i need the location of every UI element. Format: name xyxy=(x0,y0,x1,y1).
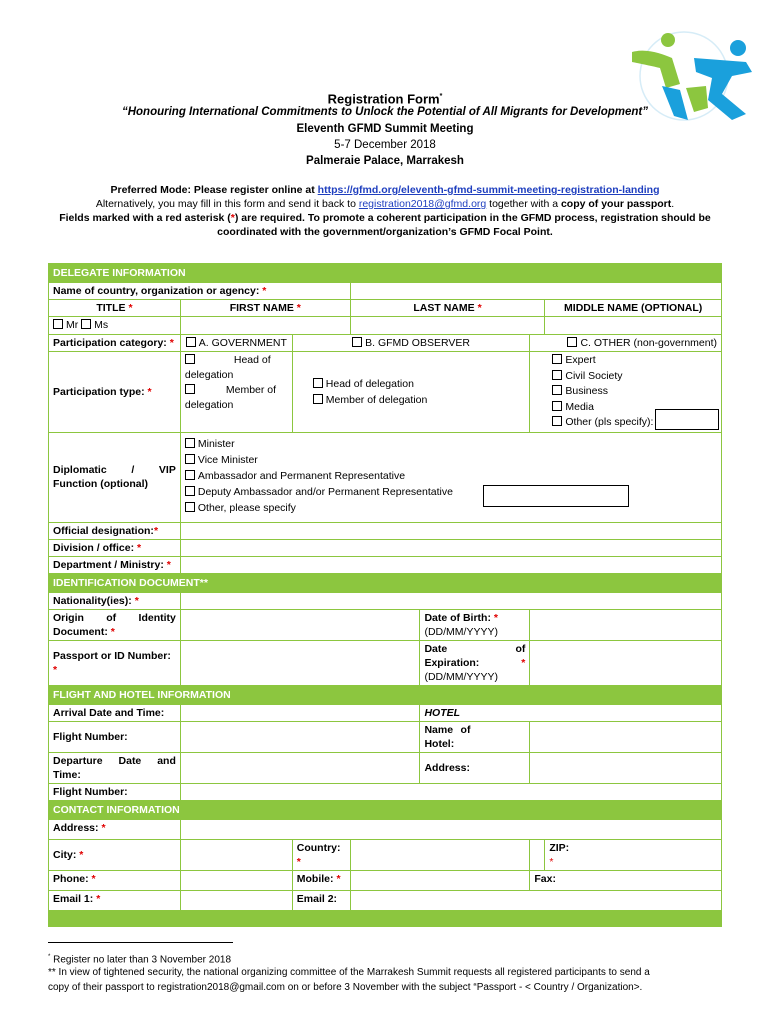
address-label: Address: * xyxy=(49,819,181,839)
official-designation-label: Official designation:* xyxy=(49,522,181,539)
type-c-expert[interactable]: Expert xyxy=(552,353,717,369)
flight-section-header: FLIGHT AND HOTEL INFORMATION xyxy=(49,685,722,704)
flight-number-2-field[interactable] xyxy=(180,783,721,800)
department-label: Department / Ministry: * xyxy=(49,556,181,573)
identification-section-header: IDENTIFICATION DOCUMENT** xyxy=(49,573,722,592)
vip-other-field[interactable] xyxy=(483,485,629,507)
registration-form-table xyxy=(48,263,722,927)
category-c-option[interactable]: C. OTHER (non-government) xyxy=(530,335,722,352)
address-field[interactable] xyxy=(180,819,721,839)
first-name-field[interactable] xyxy=(180,317,350,335)
hotel-heading: HOTEL xyxy=(420,704,722,721)
country-label: Name of country, organization or agency: * xyxy=(49,283,351,300)
hotel-address-label: Address: xyxy=(420,752,530,783)
middle-name-label: MIDDLE NAME (OPTIONAL) xyxy=(545,300,722,317)
nationality-field[interactable] xyxy=(180,592,721,609)
email1-field[interactable] xyxy=(180,890,292,910)
required-note: Fields marked with a red asterisk (*) are required. To promote a coherent participation in the GFMD process, registration should be xyxy=(59,212,711,224)
type-c-options xyxy=(530,352,722,433)
departure-field[interactable] xyxy=(180,752,420,783)
category-b-option[interactable]: B. GFMD OBSERVER xyxy=(292,335,530,352)
expiration-label: Date of Expiration: * (DD/MM/YYYY) xyxy=(420,640,530,685)
city-field[interactable] xyxy=(180,839,292,870)
ms-checkbox[interactable] xyxy=(81,319,91,329)
origin-field[interactable] xyxy=(180,609,420,640)
division-field[interactable] xyxy=(180,539,721,556)
mr-checkbox[interactable] xyxy=(53,319,63,329)
division-label: Division / office: * xyxy=(49,539,181,556)
footnote-2-line2: copy of their passport to registration2018@gmail.com on or before 3 November with the subject “Passport - < Country / Organization>. xyxy=(48,982,643,993)
form-footer-bar xyxy=(49,910,722,926)
event-dates: 5-7 December 2018 xyxy=(334,139,436,151)
zip-label xyxy=(530,839,545,870)
expiration-field[interactable] xyxy=(530,640,722,685)
vip-minister[interactable]: Minister xyxy=(185,436,717,452)
mobile-label: Mobile: * xyxy=(292,870,350,890)
phone-label: Phone: * xyxy=(49,870,181,890)
nationality-label: Nationality(ies): * xyxy=(49,592,181,609)
official-designation-field[interactable] xyxy=(180,522,721,539)
hotel-name-field[interactable] xyxy=(530,721,722,752)
participation-type-label: Participation type: * xyxy=(49,352,181,433)
departure-label: Departure Date and Time: xyxy=(49,752,181,783)
origin-label: Origin of Identity Document: * xyxy=(49,609,181,640)
hotel-address-field[interactable] xyxy=(530,752,722,783)
name-header-row xyxy=(49,300,722,317)
mobile-field[interactable] xyxy=(350,870,530,890)
city-label: City: * xyxy=(49,839,181,870)
form-subtitle: “Honouring International Commitments to Unlock the Potential of All Migrants for Development” xyxy=(121,106,649,118)
vip-ambassador[interactable]: Ambassador and Permanent Representative xyxy=(185,468,717,484)
type-c-media[interactable]: Media xyxy=(552,400,717,416)
dob-label: Date of Birth: * (DD/MM/YYYY) xyxy=(420,609,530,640)
registration-link[interactable]: https://gfmd.org/eleventh-gfmd-summit-meeting-registration-landing xyxy=(317,184,660,196)
type-c-civil[interactable]: Civil Society xyxy=(552,369,717,385)
passport-field[interactable] xyxy=(180,640,420,685)
country-field[interactable] xyxy=(350,283,721,300)
vip-other[interactable]: Other, please specify xyxy=(185,500,717,516)
type-a-head[interactable]: Head of xyxy=(185,353,288,368)
type-c-business[interactable]: Business xyxy=(552,384,717,400)
other-specify-field[interactable] xyxy=(655,409,719,430)
flight-number-2-label: Flight Number: xyxy=(49,783,181,800)
type-b-head[interactable]: Head of delegation xyxy=(313,376,526,392)
arrival-field[interactable] xyxy=(180,704,420,721)
title-options: Mr Ms xyxy=(49,317,181,335)
type-b-options xyxy=(292,352,530,433)
category-c-checkbox[interactable] xyxy=(567,337,577,347)
arrival-label: Arrival Date and Time: xyxy=(49,704,181,721)
vip-deputy[interactable]: Deputy Ambassador and/or Permanent Representative xyxy=(185,484,717,500)
hotel-name-label: Name of Hotel: xyxy=(420,721,530,752)
country-label-contact: Country: * xyxy=(292,839,350,870)
registration-email-link[interactable]: registration2018@gfmd.org xyxy=(358,198,487,210)
country-field-contact[interactable] xyxy=(350,839,530,870)
department-field[interactable] xyxy=(180,556,721,573)
last-name-field[interactable] xyxy=(350,317,545,335)
footnote-2-line1: ** In view of tightened security, the national organizing committee of the Marrakesh Summit requests all registered participants to send a xyxy=(48,967,650,978)
type-a-options: Head of delegation Member of delegation xyxy=(180,352,292,433)
form-title: Registration Form* xyxy=(327,91,443,107)
type-c-other[interactable]: Other (pls specify): xyxy=(552,415,717,431)
required-note-line2: coordinated with the government/organization’s GFMD Focal Point. xyxy=(217,226,553,238)
flight-number-field[interactable] xyxy=(180,721,420,752)
vip-options xyxy=(180,432,721,522)
event-name: Eleventh GFMD Summit Meeting xyxy=(296,123,474,135)
title-label: TITLE * xyxy=(49,300,181,317)
contact-section-header: CONTACT INFORMATION xyxy=(49,800,722,819)
delegate-section-header: DELEGATE INFORMATION xyxy=(49,264,722,283)
fax-cell[interactable]: Fax: xyxy=(530,870,722,890)
category-a-option[interactable]: A. GOVERNMENT xyxy=(180,335,292,352)
flight-number-label: Flight Number: xyxy=(49,721,181,752)
type-b-member[interactable]: Member of delegation xyxy=(313,392,526,408)
vip-label: Diplomatic / VIP Function (optional) xyxy=(49,432,181,522)
footnote-divider xyxy=(48,942,233,943)
vip-vice-minister[interactable]: Vice Minister xyxy=(185,452,717,468)
category-b-checkbox[interactable] xyxy=(352,337,362,347)
category-label: Participation category: * xyxy=(49,335,181,352)
footnote-1: * Register no later than 3 November 2018 xyxy=(48,954,232,966)
type-a-member[interactable]: Member of xyxy=(185,383,288,398)
email2-field[interactable] xyxy=(350,890,721,910)
middle-name-field[interactable] xyxy=(545,317,722,335)
preferred-mode: Preferred Mode: Please register online at https://gfmd.org/eleventh-gfmd-summit-meeting-registration-landing xyxy=(110,184,660,196)
category-a-checkbox[interactable] xyxy=(186,337,196,347)
last-name-label: LAST NAME * xyxy=(350,300,545,317)
event-venue: Palmeraie Palace, Marrakesh xyxy=(306,155,464,167)
phone-field[interactable] xyxy=(180,870,292,890)
passport-label: Passport or ID Number: * xyxy=(49,640,181,685)
zip-cell[interactable]: ZIP: * xyxy=(545,839,722,870)
first-name-label: FIRST NAME * xyxy=(180,300,350,317)
alternative-mode: Alternatively, you may fill in this form and send it back to registration2018@gfmd.org together with a copy of your passport. xyxy=(95,198,675,210)
email2-label: Email 2: xyxy=(292,890,350,910)
email1-label: Email 1: * xyxy=(49,890,181,910)
dob-field[interactable] xyxy=(530,609,722,640)
